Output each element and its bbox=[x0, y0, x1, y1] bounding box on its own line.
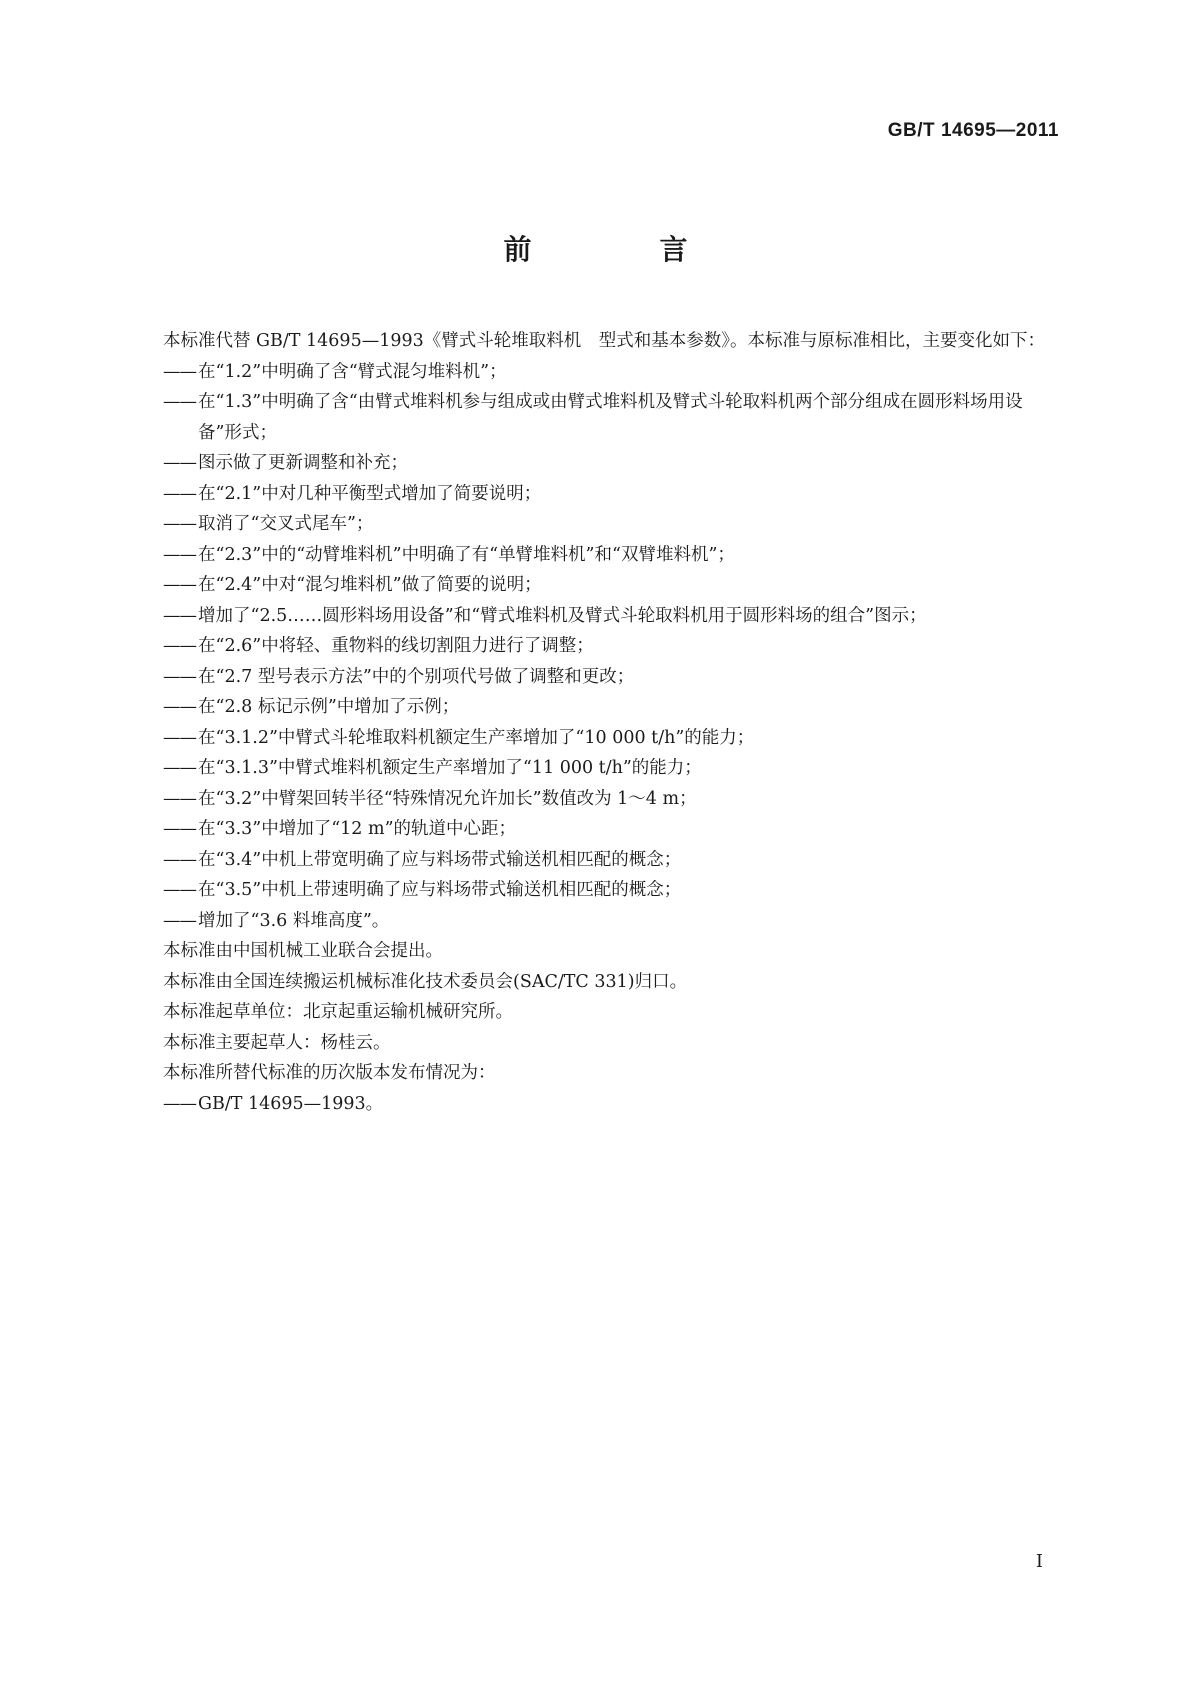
list-item-text: 取消了“交叉式尾车”； bbox=[198, 514, 374, 534]
dash-mark: —— bbox=[163, 361, 196, 382]
list-item bbox=[128, 662, 1062, 693]
list-item-text: 在“2.1”中对几种平衡型式增加了简要说明； bbox=[198, 483, 542, 504]
standard-number: GB/T 14695—2011 bbox=[887, 120, 1059, 141]
list-item bbox=[128, 540, 1062, 571]
list-item-text: 图示做了更新调整和补充； bbox=[198, 453, 408, 473]
list-item-text: 在“3.4”中机上带宽明确了应与料场带式输送机相匹配的概念； bbox=[198, 849, 682, 870]
list-item-text: 在“2.7 型号表示方法”中的个别项代号做了调整和更改； bbox=[198, 666, 635, 687]
list-item bbox=[128, 601, 1062, 632]
dash-mark: —— bbox=[163, 727, 196, 748]
list-item bbox=[128, 723, 1062, 754]
dash-mark: —— bbox=[163, 636, 196, 656]
page-title: 前 言 bbox=[503, 233, 738, 266]
dash-mark: —— bbox=[163, 575, 196, 595]
dash-mark: —— bbox=[163, 697, 196, 717]
dash-mark: —— bbox=[163, 392, 196, 412]
list-item-text: 增加了“2.5……圆形料场用设备”和“臂式堆料机及臂式斗轮取料机用于圆形料场的组合”图示； bbox=[198, 605, 927, 626]
dash-mark: —— bbox=[163, 453, 196, 473]
foreword-body bbox=[128, 326, 1062, 1119]
list-item bbox=[128, 631, 1062, 662]
list-item bbox=[128, 906, 1062, 937]
intro-paragraph: 本标准代替 GB/T 14695—1993《臂式斗轮堆取料机 型式和基本参数》。本标准与原标准相比，主要变化如下： bbox=[163, 331, 1045, 351]
list-item bbox=[128, 784, 1062, 815]
dash-mark: —— bbox=[163, 849, 196, 870]
list-item bbox=[128, 753, 1062, 784]
list-item bbox=[128, 387, 1062, 448]
drafter-paragraph: 本标准主要起草人：杨桂云。 bbox=[163, 1032, 391, 1053]
list-item bbox=[128, 357, 1062, 388]
dash-mark: —— bbox=[163, 880, 196, 900]
list-item-text: 在“3.3”中增加了“12 m”的轨道中心距； bbox=[198, 819, 517, 839]
list-item bbox=[128, 814, 1062, 845]
dash-mark: —— bbox=[163, 483, 196, 504]
list-item-text: 在“1.2”中明确了含“臂式混匀堆料机”； bbox=[198, 361, 507, 382]
list-item bbox=[128, 845, 1062, 876]
drafting-unit-paragraph: 本标准起草单位：北京起重运输机械研究所。 bbox=[163, 1002, 513, 1022]
list-item-text: 在“3.2”中臂架回转半径“特殊情况允许加长”数值改为 1～4 m； bbox=[198, 788, 697, 809]
dash-mark: —— bbox=[163, 758, 196, 778]
dash-mark: —— bbox=[163, 544, 196, 565]
dash-mark: —— bbox=[163, 788, 196, 809]
dash-mark: —— bbox=[163, 605, 196, 626]
list-item-text: 在“3.1.3”中臂式堆料机额定生产率增加了“11 000 t/h”的能力； bbox=[198, 758, 702, 778]
list-item-text: 在“3.1.2”中臂式斗轮堆取料机额定生产率增加了“10 000 t/h”的能力； bbox=[198, 727, 755, 748]
list-item bbox=[128, 509, 1062, 540]
list-item bbox=[128, 692, 1062, 723]
dash-mark: —— bbox=[163, 910, 196, 931]
list-item bbox=[128, 875, 1062, 906]
dash-mark: —— bbox=[163, 514, 196, 534]
dash-mark: —— bbox=[163, 666, 196, 687]
history-label-paragraph: 本标准所替代标准的历次版本发布情况为： bbox=[163, 1063, 496, 1083]
history-item-text: GB/T 14695—1993。 bbox=[198, 1093, 384, 1114]
list-item-text: 在“2.3”中的“动臂堆料机”中明确了有“单臂堆料机”和“双臂堆料机”； bbox=[198, 544, 735, 565]
dash-mark: —— bbox=[163, 819, 196, 839]
proposer-paragraph: 本标准由中国机械工业联合会提出。 bbox=[163, 941, 443, 961]
page-number: I bbox=[1035, 1551, 1043, 1572]
list-item bbox=[128, 448, 1062, 479]
list-item-text: 在“2.4”中对“混匀堆料机”做了简要的说明； bbox=[198, 575, 542, 595]
history-list-item bbox=[128, 1089, 1062, 1120]
list-item-text: 在“2.8 标记示例”中增加了示例； bbox=[198, 697, 460, 717]
list-item bbox=[128, 479, 1062, 510]
list-item-text: 在“2.6”中将轻、重物料的线切割阻力进行了调整； bbox=[198, 636, 594, 656]
centralized-paragraph: 本标准由全国连续搬运机械标准化技术委员会(SAC/TC 331)归口。 bbox=[163, 971, 688, 992]
list-item-text: 在“3.5”中机上带速明确了应与料场带式输送机相匹配的概念； bbox=[198, 880, 682, 900]
dash-mark: —— bbox=[163, 1093, 196, 1114]
changes-list bbox=[128, 357, 1062, 937]
list-item-text: 增加了“3.6 料堆高度”。 bbox=[198, 910, 390, 931]
list-item-text: 在“1.3”中明确了含“由臂式堆料机参与组成或由臂式堆料机及臂式斗轮取料机两个部分组成在圆形料场用设备”形式； bbox=[198, 392, 1023, 443]
list-item bbox=[128, 570, 1062, 601]
